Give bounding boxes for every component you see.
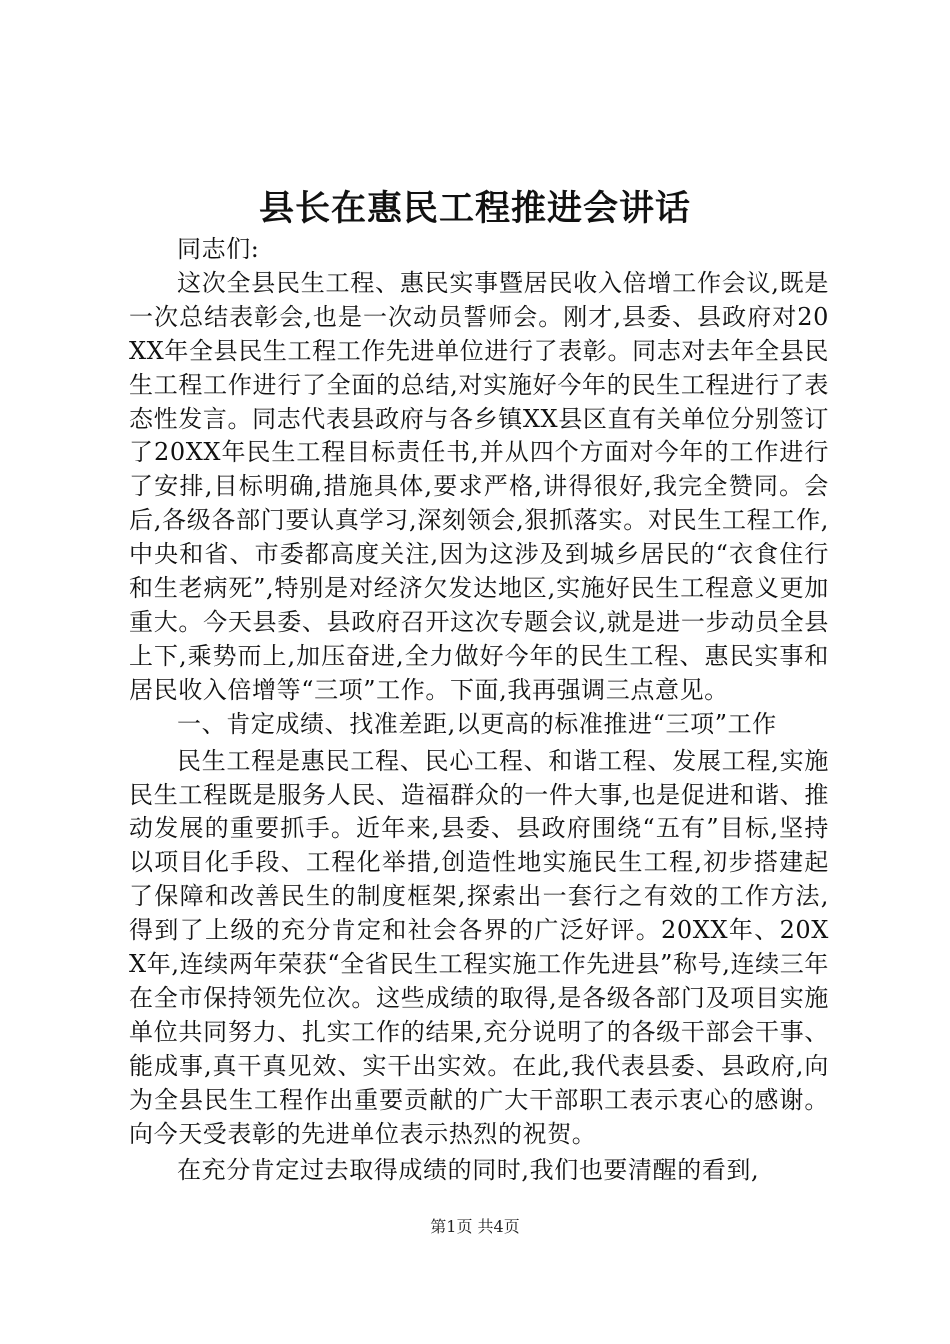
salutation-paragraph: 同志们: xyxy=(177,235,260,263)
document-title: 县长在惠民工程推进会讲话 xyxy=(258,188,691,229)
document-body xyxy=(129,233,829,1188)
page-number-footer: 第1页 共4页 xyxy=(430,1217,520,1236)
intro-paragraph: 这次全县民生工程、惠民实事暨居民收入倍增工作会议,既是一次总结表彰会,也是一次动员誓师会。刚才,县委、县政府对20XX年全县民生工程工作先进单位进行了表彰。同志对去年全县民生工程工作进行了全面的总结,对实施好今年的民生工程进行了表态性发言。同志代表县政府与各乡镇XX县区直有关单位分别签订了20XX年民生工程目标责任书,并从四个方面对今年的工作进行了安排,目标明确,措施具体,要求严格,讲得很好,我完全赞同。会后,各级各部门要认真学习,深刻领会,狠抓落实。对民生工程工作,中央和省、市委都高度关注,因为这涉及到城乡居民的“衣食住行和生老病死”,特别是对经济欠发达地区,实施好民生工程意义更加重大。今天县委、县政府召开这次专题会议,就是进一步动员全县上下,乘势而上,加压奋进,全力做好今年的民生工程、惠民实事和居民收入倍增等“三项”工作。下面,我再强调三点意见。 xyxy=(129,268,829,704)
achievements-paragraph: 民生工程是惠民工程、民心工程、和谐工程、发展工程,实施民生工程既是服务人民、造福群众的一件大事,也是促进和谐、推动发展的重要抓手。近年来,县委、县政府围绕“五有”目标,坚持以项目化手段、工程化举措,创造性地实施民生工程,初步搭建起了保障和改善民生的制度框架,探索出一套行之有效的工作方法,得到了上级的充分肯定和社会各界的广泛好评。20XX年、20XX年,连续两年荣获“全省民生工程实施工作先进县”称号,连续三年在全市保持领先位次。这些成绩的取得,是各级各部门及项目实施单位共同努力、扎实工作的结果,充分说明了的各级干部会干事、能成事,真干真见效、实干出实效。在此,我代表县委、县政府,向为全县民生工程作出重要贡献的广大干部职工表示衷心的感谢。向今天受表彰的先进单位表示热烈的祝贺。 xyxy=(129,746,829,1148)
section-heading: 一、肯定成绩、找准差距,以更高的标准推进“三项”工作 xyxy=(177,709,777,738)
continuation-paragraph: 在充分肯定过去取得成绩的同时,我们也要清醒的看到, xyxy=(177,1156,760,1185)
